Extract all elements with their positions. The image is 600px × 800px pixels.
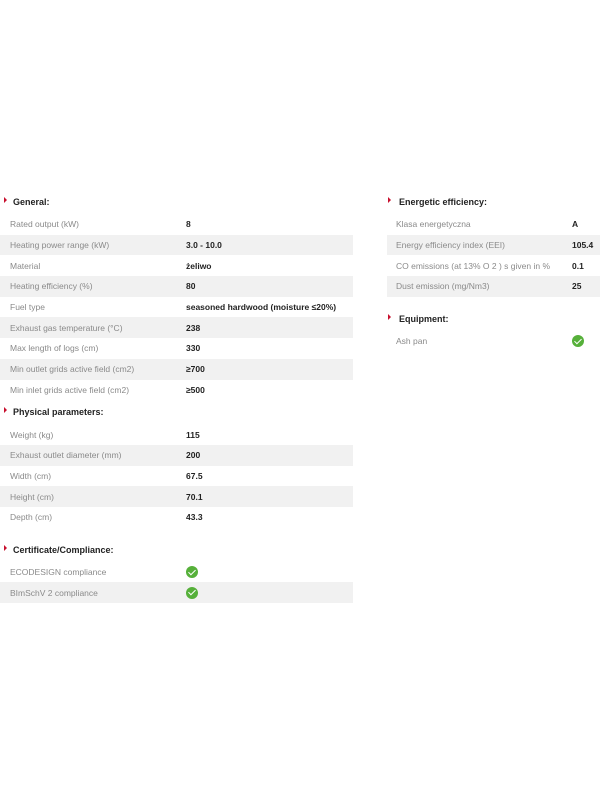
table-row <box>387 235 600 256</box>
check-circle-icon <box>186 587 198 599</box>
row-value <box>572 331 600 352</box>
row-value: ≥500 <box>186 384 205 395</box>
table-row <box>0 562 353 583</box>
bullet-marker-icon <box>388 314 391 320</box>
certificate-table <box>0 562 353 603</box>
row-value: 70.1 <box>186 486 353 507</box>
table-row <box>387 276 600 297</box>
row-value: ≥700 <box>186 359 353 380</box>
row-value: 238 <box>186 317 353 338</box>
row-value: seasoned hardwood (moisture ≤20%) <box>186 302 337 313</box>
row-value: 105.4 <box>572 235 600 256</box>
row-value <box>186 582 353 603</box>
row-label: Height (cm) <box>0 486 186 507</box>
table-row <box>387 331 600 352</box>
table-row <box>0 214 353 235</box>
left-column <box>0 190 353 603</box>
row-label: Energy efficiency index (EEI) <box>387 235 572 256</box>
bullet-marker-icon <box>4 545 7 551</box>
table-row <box>0 466 353 487</box>
check-circle-icon <box>572 335 584 347</box>
row-value: 200 <box>186 445 353 466</box>
table-row <box>0 445 353 466</box>
row-label: Depth (cm) <box>10 512 53 523</box>
row-value: 3.0 - 10.0 <box>186 235 353 256</box>
row-label: Rated output (kW) <box>10 219 79 230</box>
row-label: Min inlet grids active field (cm2) <box>10 384 130 395</box>
section-title: Physical parameters: <box>13 407 104 418</box>
table-row <box>0 507 353 528</box>
row-label: Ash pan <box>396 336 428 347</box>
row-value: 8 <box>186 219 191 230</box>
row-label: ECODESIGN compliance <box>10 566 107 577</box>
bullet-marker-icon <box>4 197 7 203</box>
table-row <box>0 424 353 445</box>
energetic-table <box>387 214 600 297</box>
table-row <box>0 235 353 256</box>
row-label: Max length of logs (cm) <box>10 343 99 354</box>
row-label: Exhaust gas temperature (°C) <box>0 317 186 338</box>
bullet-marker-icon <box>388 197 391 203</box>
row-label: BImSchV 2 compliance <box>0 582 186 603</box>
equipment-table <box>387 331 600 352</box>
row-label: Width (cm) <box>10 470 52 481</box>
table-row <box>387 255 600 276</box>
section-general <box>0 190 353 214</box>
row-value: 80 <box>186 276 353 297</box>
table-row <box>387 214 600 235</box>
row-value: 43.3 <box>186 512 203 523</box>
section-equipment <box>387 307 600 331</box>
table-row <box>0 486 353 507</box>
row-label: Exhaust outlet diameter (mm) <box>0 445 186 466</box>
row-label: Heating efficiency (%) <box>0 276 186 297</box>
bullet-marker-icon <box>4 407 7 413</box>
table-row <box>0 380 353 401</box>
section-title: Energetic efficiency: <box>399 197 488 207</box>
table-row <box>0 255 353 276</box>
row-value: żeliwo <box>186 260 212 271</box>
row-value: 67.5 <box>186 470 203 481</box>
table-row <box>0 276 353 297</box>
table-row <box>0 582 353 603</box>
row-label: CO emissions (at 13% O 2 ) s given in % <box>396 260 551 271</box>
row-value <box>186 562 353 583</box>
section-title: General: <box>13 197 50 207</box>
row-label: Material <box>10 260 41 271</box>
table-row <box>0 317 353 338</box>
row-value: 25 <box>572 276 600 297</box>
section-title: Equipment: <box>399 313 449 324</box>
section-certificate <box>0 538 353 562</box>
check-circle-icon <box>186 566 198 578</box>
section-title: Certificate/Compliance: <box>13 544 114 555</box>
table-row <box>0 297 353 318</box>
table-row <box>0 359 353 380</box>
row-label: Fuel type <box>10 302 45 313</box>
physical-table <box>0 424 353 527</box>
general-table <box>0 214 353 400</box>
section-physical <box>0 400 353 424</box>
row-label: Weight (kg) <box>10 429 54 440</box>
row-label: Klasa energetyczna <box>396 219 471 230</box>
row-label: Dust emission (mg/Nm3) <box>387 276 572 297</box>
row-value: 0.1 <box>572 260 584 271</box>
right-column <box>387 190 600 351</box>
row-label: Min outlet grids active field (cm2) <box>0 359 186 380</box>
row-value: 115 <box>186 429 200 440</box>
section-energetic <box>387 190 600 214</box>
row-value: 330 <box>186 343 201 354</box>
table-row <box>0 338 353 359</box>
row-value: A <box>572 219 579 230</box>
row-label: Heating power range (kW) <box>0 235 186 256</box>
